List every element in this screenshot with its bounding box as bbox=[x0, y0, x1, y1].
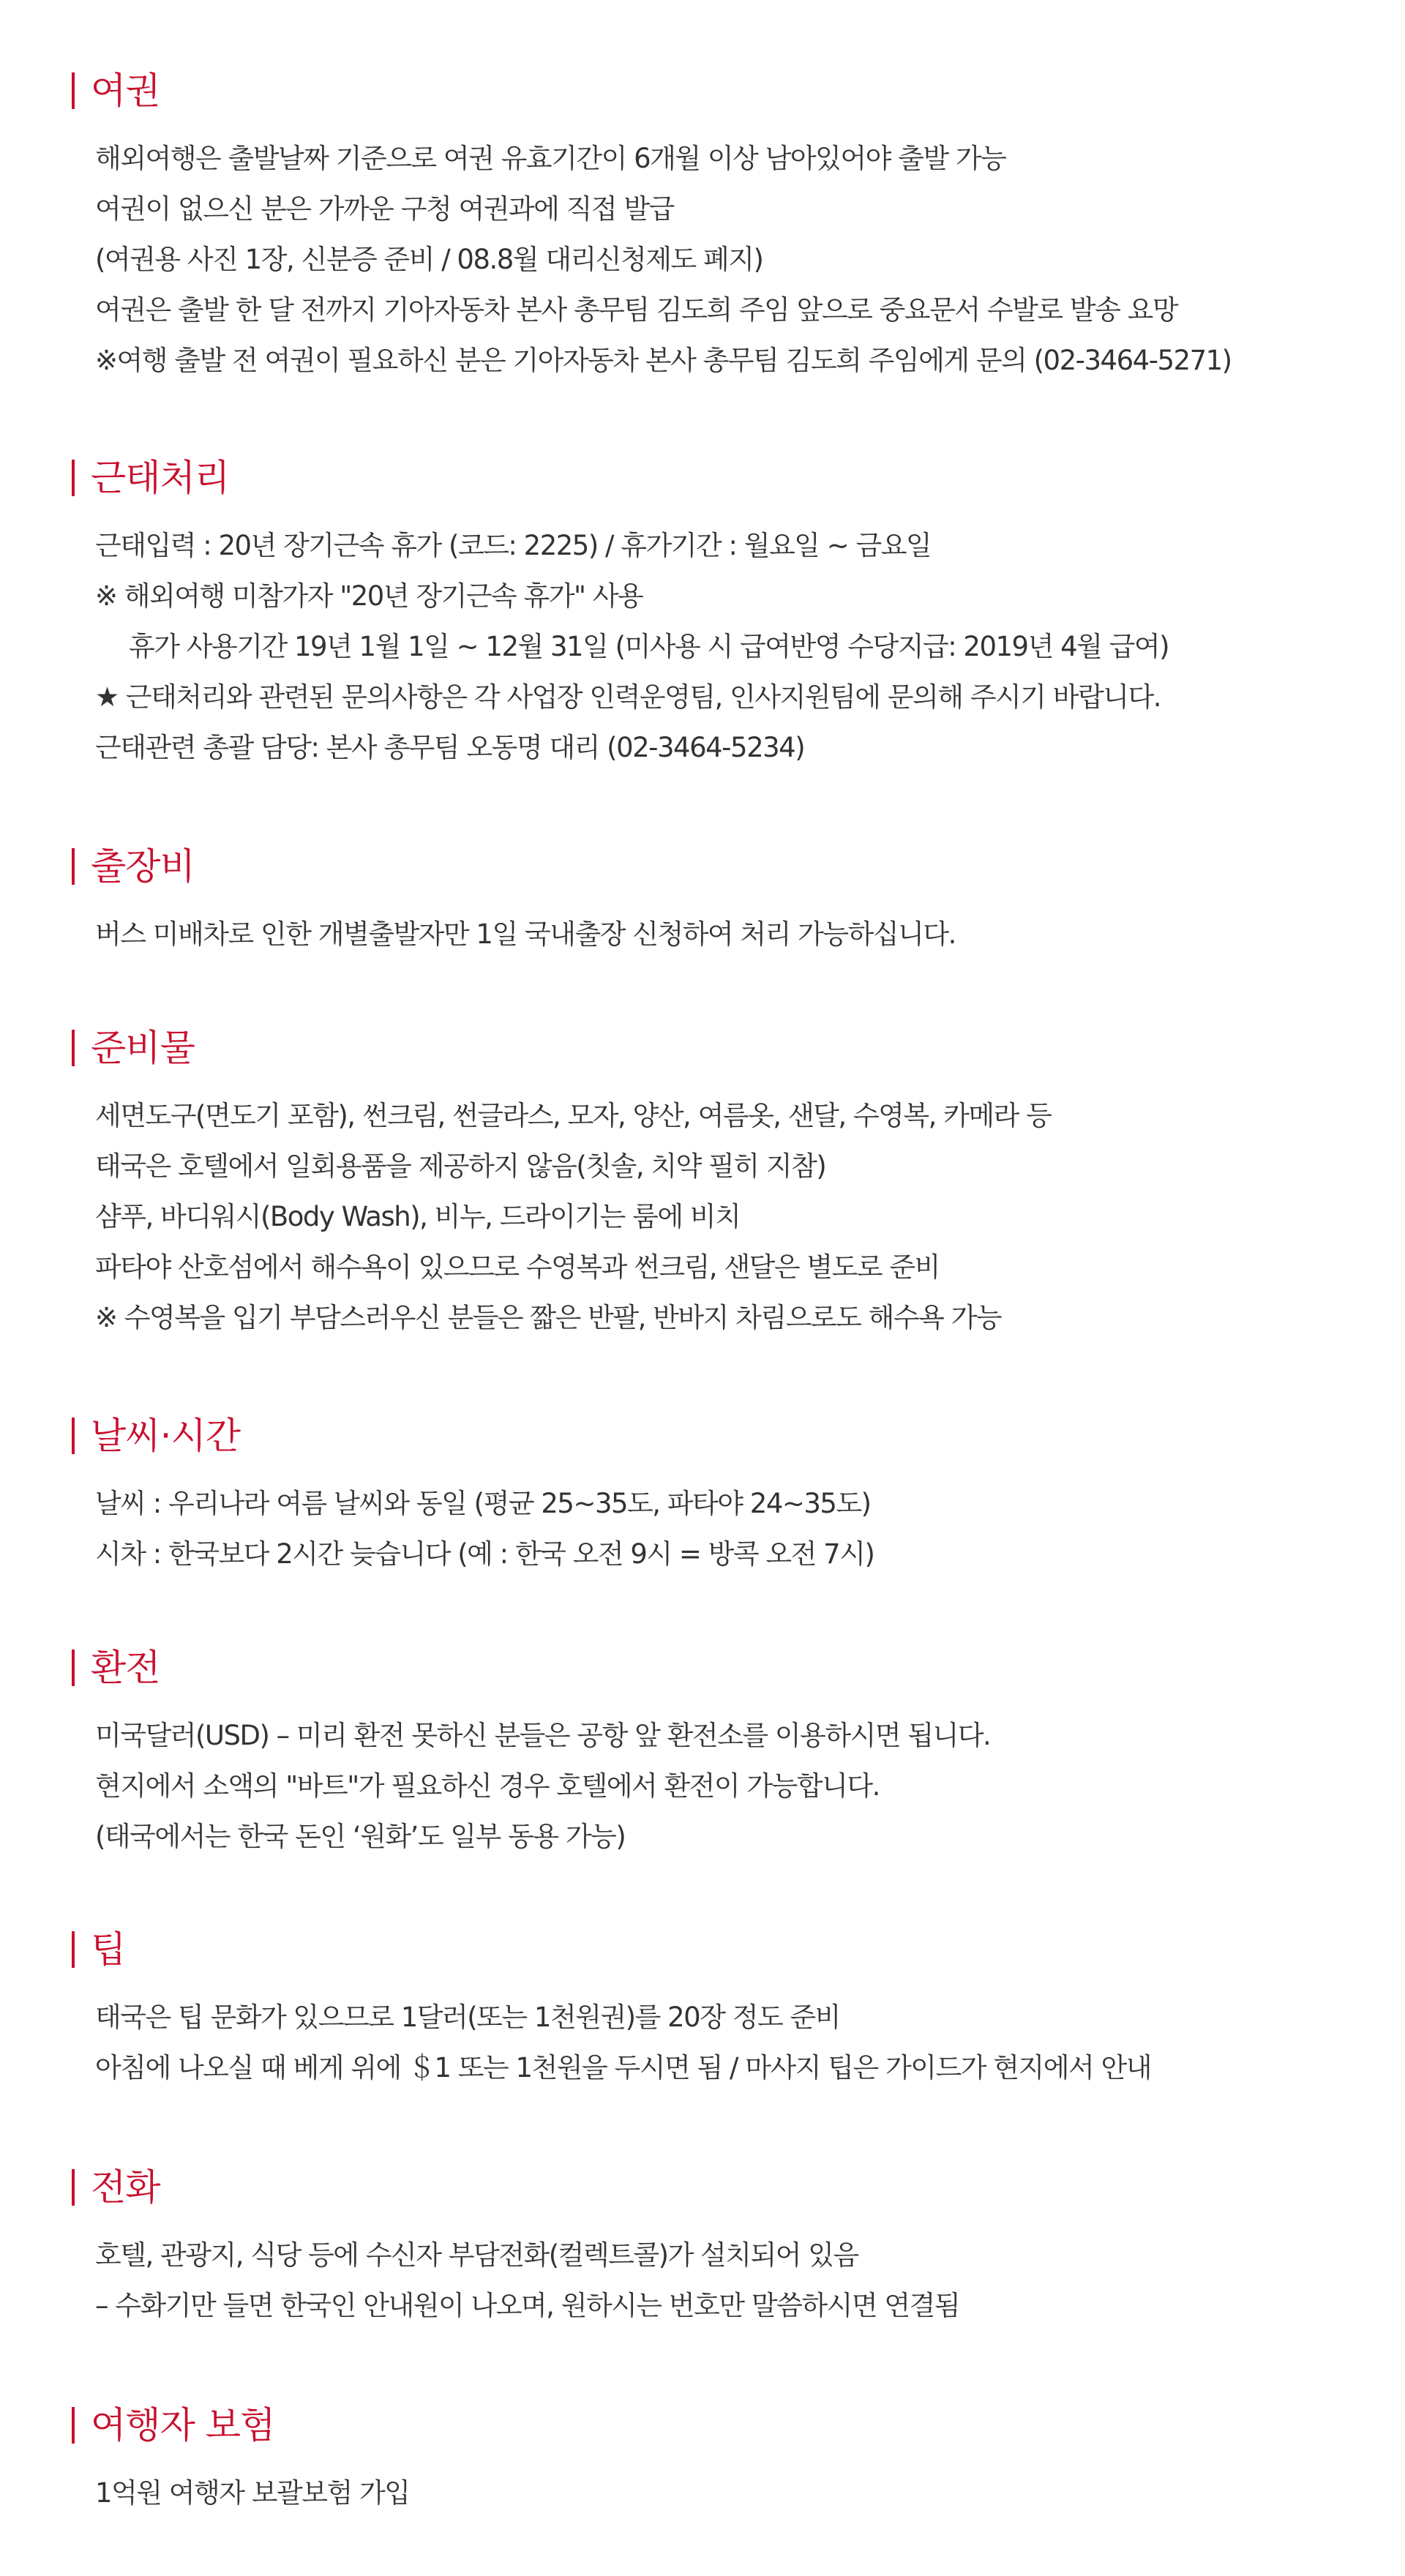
heading-accent-bar bbox=[72, 1418, 75, 1454]
text-line: 미국달러(USD) – 미리 환전 못하신 분들은 공항 앞 환전소를 이용하시면 됩니다. bbox=[95, 1720, 991, 1751]
section-heading bbox=[72, 453, 1374, 503]
section-weather-time bbox=[72, 1411, 1374, 1579]
text-line: 근태입력 : 20년 장기근속 휴가 (코드: 2225) / 휴가기간 : 월요일 ~ 금요일 bbox=[95, 530, 932, 561]
section-title: 출장비 bbox=[91, 845, 195, 888]
section-heading bbox=[72, 1925, 1374, 1974]
text-line: 현지에서 소액의 "바트"가 필요하신 경우 호텔에서 환전이 가능합니다. bbox=[95, 1770, 880, 1802]
section-title: 환전 bbox=[91, 1647, 160, 1689]
section-body bbox=[72, 1090, 1374, 1343]
heading-accent-bar bbox=[72, 72, 75, 109]
section-title: 여권 bbox=[91, 70, 160, 112]
section-heading bbox=[72, 66, 1374, 116]
section-heading bbox=[72, 1411, 1374, 1461]
section-title: 팁 bbox=[91, 1928, 126, 1971]
text-line: 근태관련 총괄 담당: 본사 총무팀 오동명 대리 (02-3464-5234) bbox=[95, 732, 805, 763]
heading-accent-bar bbox=[72, 1030, 75, 1066]
section-body bbox=[72, 520, 1374, 773]
section-tips bbox=[72, 1925, 1374, 2093]
section-heading bbox=[72, 842, 1374, 891]
text-line: 1억원 여행자 보괄보험 가입 bbox=[95, 2477, 410, 2509]
section-phone bbox=[72, 2163, 1374, 2331]
text-line: 세면도구(면도기 포함), 썬크림, 썬글라스, 모자, 양산, 여름옷, 샌달, 수영복, 카메라 등 bbox=[95, 1100, 1052, 1131]
heading-accent-bar bbox=[72, 460, 75, 496]
section-body bbox=[72, 133, 1374, 386]
section-currency-exchange bbox=[72, 1643, 1374, 1862]
section-heading bbox=[72, 2163, 1374, 2212]
text-line: 버스 미배차로 인한 개별출발자만 1일 국내출장 신청하여 처리 가능하십니다. bbox=[95, 918, 956, 950]
text-line: 여권이 없으신 분은 가까운 구청 여권과에 직접 발급 bbox=[95, 193, 674, 225]
text-line: 날씨 : 우리나라 여름 날씨와 동일 (평균 25~35도, 파타야 24~35도) bbox=[95, 1488, 871, 1519]
section-travel-insurance bbox=[72, 2400, 1374, 2518]
section-supplies bbox=[72, 1023, 1374, 1343]
text-line: 샴푸, 바디워시(Body Wash), 비누, 드라이기는 룸에 비치 bbox=[95, 1201, 741, 1232]
text-line: 휴가 사용기간 19년 1월 1일 ~ 12월 31일 (미사용 시 급여반영 수당지급: 2019년 4월 급여) bbox=[129, 631, 1169, 662]
text-line: 해외여행은 출발날짜 기준으로 여권 유효기간이 6개월 이상 남아있어야 출발 가능 bbox=[95, 143, 1006, 174]
text-line: ※여행 출발 전 여권이 필요하신 분은 기아자동차 본사 총무팀 김도희 주임에게 문의 (02-3464-5271) bbox=[95, 345, 1232, 376]
section-body bbox=[72, 2230, 1374, 2331]
section-body bbox=[72, 1478, 1374, 1579]
section-title: 근태처리 bbox=[91, 457, 230, 499]
section-travel-expense bbox=[72, 842, 1374, 959]
section-attendance bbox=[72, 453, 1374, 773]
text-line: ※ 해외여행 미참가자 "20년 장기근속 휴가" 사용 bbox=[95, 580, 643, 612]
section-title: 전화 bbox=[91, 2166, 160, 2209]
section-body bbox=[72, 1992, 1374, 2093]
section-heading bbox=[72, 1643, 1374, 1693]
text-line: 태국은 팁 문화가 있으므로 1달러(또는 1천원권)를 20장 정도 준비 bbox=[95, 2002, 840, 2033]
section-body bbox=[72, 1710, 1374, 1862]
text-line: 시차 : 한국보다 2시간 늦습니다 (예 : 한국 오전 9시 = 방콕 오전 7시) bbox=[95, 1538, 874, 1570]
section-title: 준비물 bbox=[91, 1027, 195, 1069]
text-line: (태국에서는 한국 돈인 ‘원화’도 일부 동용 가능) bbox=[95, 1821, 626, 1852]
text-line: 아침에 나오실 때 베게 위에 ＄1 또는 1천원을 두시면 됨 / 마사지 팁은 가이드가 현지에서 안내 bbox=[95, 2052, 1151, 2083]
heading-accent-bar bbox=[72, 2407, 75, 2444]
text-line: (여권용 사진 1장, 신분증 준비 / 08.8월 대리신청제도 폐지) bbox=[95, 244, 763, 275]
heading-accent-bar bbox=[72, 1650, 75, 1686]
text-line: 파타야 산호섬에서 해수욕이 있으므로 수영복과 썬크림, 샌달은 별도로 준비 bbox=[95, 1251, 940, 1283]
section-title: 여행자 보험 bbox=[91, 2404, 275, 2446]
text-line: 여권은 출발 한 달 전까지 기아자동차 본사 총무팀 김도희 주임 앞으로 중요문서 수발로 발송 요망 bbox=[95, 294, 1178, 326]
heading-accent-bar bbox=[72, 1931, 75, 1968]
section-passport bbox=[72, 66, 1374, 386]
heading-accent-bar bbox=[72, 2169, 75, 2206]
heading-accent-bar bbox=[72, 848, 75, 885]
text-line: 호텔, 관광지, 식당 등에 수신자 부담전화(컬렉트콜)가 설치되어 있음 bbox=[95, 2239, 858, 2271]
text-line: 태국은 호텔에서 일회용품을 제공하지 않음(칫솔, 치약 필히 지참) bbox=[95, 1150, 826, 1182]
section-heading bbox=[72, 2400, 1374, 2450]
text-line: – 수화기만 들면 한국인 안내원이 나오며, 원하시는 번호만 말씀하시면 연결됨 bbox=[95, 2290, 960, 2321]
text-line: ★ 근태처리와 관련된 문의사항은 각 사업장 인력운영팀, 인사지원팀에 문의해 주시기 바랍니다. bbox=[95, 681, 1161, 713]
section-title: 날씨·시간 bbox=[91, 1415, 241, 1457]
section-body bbox=[72, 909, 1374, 959]
section-heading bbox=[72, 1023, 1374, 1073]
text-line: ※ 수영복을 입기 부담스러우신 분들은 짧은 반팔, 반바지 차림으로도 해수욕 가능 bbox=[95, 1302, 1002, 1333]
section-body bbox=[72, 2468, 1374, 2518]
